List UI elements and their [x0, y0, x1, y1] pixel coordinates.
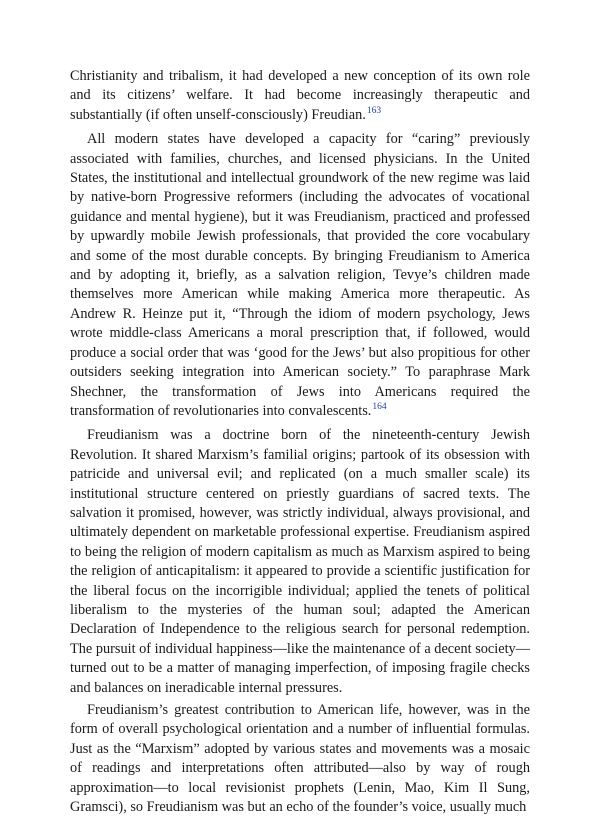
paragraph-1: [70, 67, 530, 127]
paragraph-3: [70, 426, 530, 698]
footnote-ref-163[interactable]: 163: [366, 105, 382, 116]
document-page: [70, 67, 530, 820]
paragraph-4: [70, 701, 530, 817]
paragraph-2: [70, 130, 530, 423]
paragraph-2-text: All modern states have developed a capacity for “caring” previously associated with families, churches, and licensed physicians. In the United States, the institutional and intellectual groundwork of the new regime was laid by native-born Progressive reformers (including the advocates of vocational guidance and mental hygiene), but it was Freudianism, practiced and professed by upwardly mobile Jewish professionals, that provided the core vocabulary and some of the most durable concepts. By bringing Freudianism to America and by adopting it, briefly, as a salvation religion, Tevye’s children made themselves more American while making America more therapeutic. As Andrew R. Heinze put it, “Through the idiom of modern psychology, Jews wrote middle-class Americans a moral prescription that, if followed, would produce a social order that was ‘good for the Jews’ but also propitious for other outsiders seeking integration into American society.” To paraphrase Mark Shechner, the transformation of Jews into Americans required the transformation of revolutionaries into convalescents.: [70, 131, 530, 419]
paragraph-4-text: Freudianism’s greatest contribution to American life, however, was in the form of overall psychological orientation and a number of influential formulas. Just as the “Marxism” adopted by various states and movements was a mosaic of readings and interpretations often attributed—also by way of rough approximation—to local revisionist prophets (Lenin, Mao, Kim Il Sung, Gramsci), so Freudianism was but an echo of the founder’s voice, usually much: [70, 702, 530, 816]
paragraph-1-text: Christianity and tribalism, it had developed a new conception of its own role and its citizens’ welfare. It had become increasingly therapeutic and substantially (if often unself-consciously) Freudian.: [70, 68, 530, 123]
footnote-ref-164[interactable]: 164: [372, 401, 387, 412]
paragraph-3-text: Freudianism was a doctrine born of the nineteenth-century Jewish Revolution. It shared Marxism’s familial origins; partook of its obsession with patricide and universal evil; and replicated (on a much smaller scale) its institutional structure centered on priestly guardians of sacred texts. The salvation it promised, however, was strictly individual, always provisional, and ultimately dependent on marketable professional expertise. Freudianism aspired to being the religion of modern capitalism as much as Marxism aspired to being the religion of anticapitalism: it appeared to provide a scientific justification for the liberal focus on the incorrigible individual; applied the tenets of political liberalism to the mysteries of the human soul; adapted the American Declaration of Independence to the religious search for personal redemption. The pursuit of individual happiness—like the maintenance of a decent society—turned out to be a matter of managing imperfection, of imposing fragile checks and balances on ineradicable internal pressures.: [70, 427, 530, 696]
